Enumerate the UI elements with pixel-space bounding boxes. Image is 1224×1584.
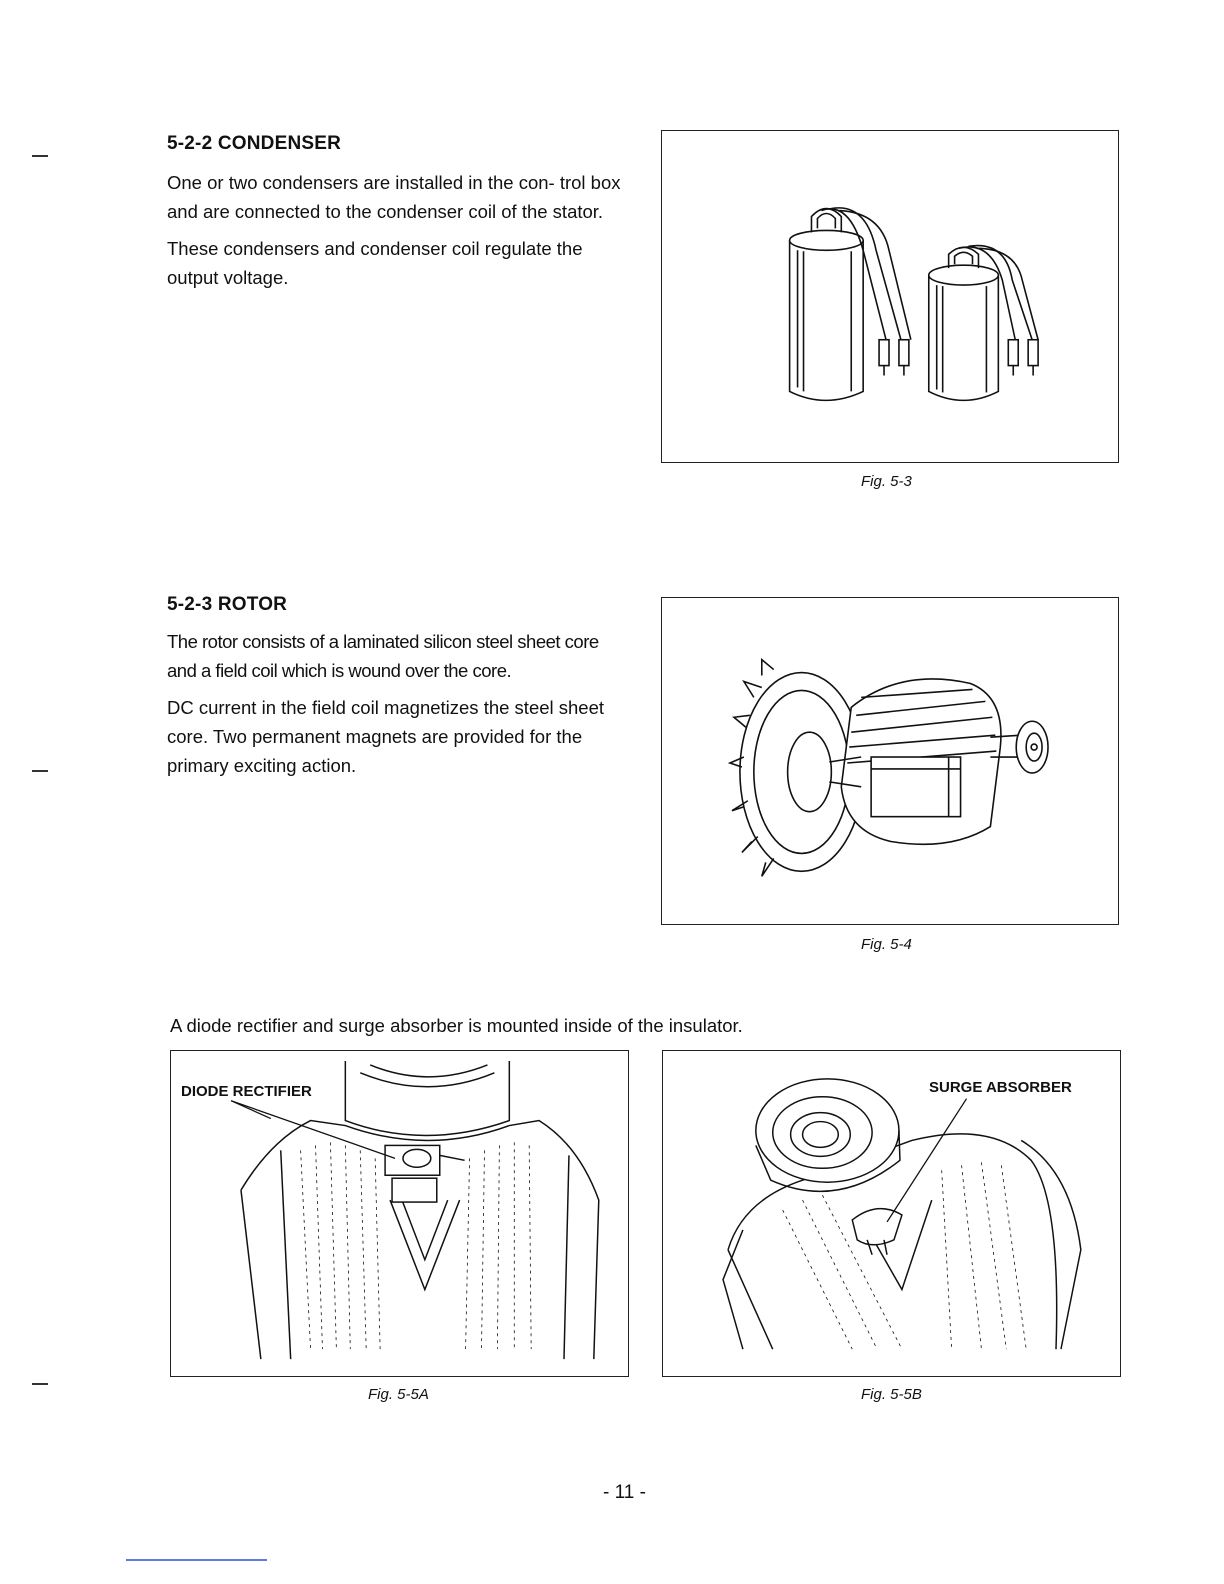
rotor-drawing <box>662 598 1118 924</box>
footer-rule <box>126 1559 267 1561</box>
condenser-heading: 5-2-2 CONDENSER <box>167 133 342 154</box>
rotor-paragraph-1: The rotor consists of a laminated silicon steel sheet core and a field coil which is wound over the core. <box>167 631 599 681</box>
fig-5-4-caption: Fig. 5-4 <box>861 936 912 953</box>
margin-tick <box>32 1383 48 1385</box>
condenser-text <box>167 168 627 292</box>
fig-5-5a-illustration <box>170 1050 629 1377</box>
diode-rectifier-callout: DIODE RECTIFIER <box>181 1083 312 1100</box>
margin-tick <box>32 155 48 157</box>
margin-tick <box>32 770 48 772</box>
surge-absorber-callout: SURGE ABSORBER <box>929 1079 1072 1096</box>
rotor-text <box>167 627 627 780</box>
fig-5-4-illustration <box>661 597 1119 925</box>
fig-5-3-illustration <box>661 130 1119 463</box>
fig-5-5a-caption: Fig. 5-5A <box>368 1386 429 1403</box>
fig-5-5b-illustration <box>662 1050 1121 1377</box>
condenser-paragraph-2: These condensers and condenser coil regulate the output voltage. <box>167 238 583 288</box>
surge-absorber-drawing <box>663 1051 1120 1376</box>
rotor-paragraph-2: DC current in the field coil magnetizes the steel sheet core. Two permanent magnets are provided for the primary exciting action. <box>167 697 605 776</box>
fig-5-3-caption: Fig. 5-3 <box>861 473 912 490</box>
rotor-heading: 5-2-3 ROTOR <box>167 594 288 615</box>
condenser-drawing <box>662 131 1118 462</box>
fig-5-5b-caption: Fig. 5-5B <box>861 1386 922 1403</box>
page-number: - 11 - <box>603 1482 646 1503</box>
condenser-paragraph-1: One or two condensers are installed in the con- trol box and are connected to the condenser coil of the stator. <box>167 172 621 222</box>
insulator-intro-text: A diode rectifier and surge absorber is mounted inside of the insulator. <box>170 1015 743 1036</box>
